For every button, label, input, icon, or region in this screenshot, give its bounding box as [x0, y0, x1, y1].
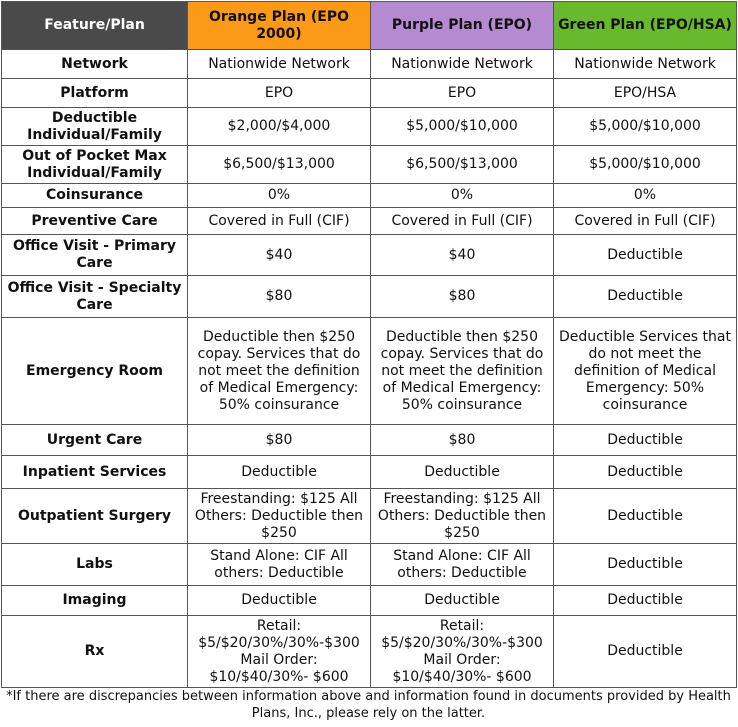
row-label: Imaging: [2, 586, 188, 616]
purple-value: Stand Alone: CIF All others: Deductible: [371, 544, 554, 586]
table-row: [2, 276, 737, 318]
table-row: [2, 184, 737, 208]
row-label: Network: [2, 50, 188, 79]
orange-value: Deductible: [188, 586, 371, 616]
green-value: Nationwide Network: [554, 50, 737, 79]
orange-value: $6,500/$13,000: [188, 146, 371, 184]
table-row: [2, 146, 737, 184]
purple-value: Deductible: [371, 456, 554, 489]
purple-value: 0%: [371, 184, 554, 208]
green-value: Deductible Services that do not meet the definition of Medical Emergency: 50% coinsurance: [554, 318, 737, 425]
orange-value: Deductible: [188, 456, 371, 489]
table-row: [2, 456, 737, 489]
header-row: [2, 2, 737, 50]
orange-value: $2,000/$4,000: [188, 108, 371, 146]
orange-value: $40: [188, 235, 371, 276]
purple-value: $40: [371, 235, 554, 276]
green-value: Deductible: [554, 276, 737, 318]
header-purple-plan: Purple Plan (EPO): [371, 2, 554, 50]
purple-value: Freestanding: $125 All Others: Deductible then $250: [371, 489, 554, 544]
green-value: $5,000/$10,000: [554, 108, 737, 146]
table-row: [2, 425, 737, 456]
purple-value: Deductible: [371, 586, 554, 616]
green-value: Deductible: [554, 235, 737, 276]
row-label: Coinsurance: [2, 184, 188, 208]
header-feature-plan: Feature/Plan: [2, 2, 188, 50]
table-row: [2, 50, 737, 79]
row-label: Out of Pocket Max Individual/Family: [2, 146, 188, 184]
row-label: Urgent Care: [2, 425, 188, 456]
purple-value: $80: [371, 276, 554, 318]
table-row: [2, 489, 737, 544]
green-value: Deductible: [554, 544, 737, 586]
row-label: Preventive Care: [2, 208, 188, 235]
header-green-plan: Green Plan (EPO/HSA): [554, 2, 737, 50]
purple-value: $80: [371, 425, 554, 456]
table-row: [2, 208, 737, 235]
orange-value: 0%: [188, 184, 371, 208]
table-row: [2, 318, 737, 425]
orange-value: Retail: $5/$20/30%/30%-$300 Mail Order: $10/$40/30%- $600: [188, 616, 371, 688]
row-label: Labs: [2, 544, 188, 586]
row-label: Platform: [2, 79, 188, 108]
plan-comparison-table: [1, 1, 737, 688]
row-label: Outpatient Surgery: [2, 489, 188, 544]
green-value: Deductible: [554, 616, 737, 688]
green-value: Deductible: [554, 456, 737, 489]
footnote: *If there are discrepancies between information above and information found in documents provided by Health Plans, Inc., please rely on the latter.: [6, 689, 731, 721]
orange-value: $80: [188, 276, 371, 318]
purple-value: $6,500/$13,000: [371, 146, 554, 184]
row-label: Office Visit - Primary Care: [2, 235, 188, 276]
orange-value: Nationwide Network: [188, 50, 371, 79]
orange-value: Freestanding: $125 All Others: Deductible then $250: [188, 489, 371, 544]
table-row: [2, 544, 737, 586]
orange-value: EPO: [188, 79, 371, 108]
table-row: [2, 235, 737, 276]
purple-value: Retail: $5/$20/30%/30%-$300 Mail Order: $10/$40/30%- $600: [371, 616, 554, 688]
table-row: [2, 586, 737, 616]
table-row: [2, 79, 737, 108]
table-row: [2, 108, 737, 146]
row-label: Office Visit - Specialty Care: [2, 276, 188, 318]
green-value: Deductible: [554, 425, 737, 456]
orange-value: Covered in Full (CIF): [188, 208, 371, 235]
row-label: Rx: [2, 616, 188, 688]
purple-value: Nationwide Network: [371, 50, 554, 79]
orange-value: $80: [188, 425, 371, 456]
purple-value: Covered in Full (CIF): [371, 208, 554, 235]
purple-value: EPO: [371, 79, 554, 108]
purple-value: $5,000/$10,000: [371, 108, 554, 146]
orange-value: Stand Alone: CIF All others: Deductible: [188, 544, 371, 586]
green-value: Deductible: [554, 489, 737, 544]
green-value: 0%: [554, 184, 737, 208]
header-orange-plan: Orange Plan (EPO 2000): [188, 2, 371, 50]
green-value: $5,000/$10,000: [554, 146, 737, 184]
purple-value: Deductible then $250 copay. Services that do not meet the definition of Medical Emergency: 50% coinsurance: [371, 318, 554, 425]
green-value: Covered in Full (CIF): [554, 208, 737, 235]
green-value: Deductible: [554, 586, 737, 616]
row-label: Emergency Room: [2, 318, 188, 425]
table-row: [2, 616, 737, 688]
green-value: EPO/HSA: [554, 79, 737, 108]
row-label: Deductible Individual/Family: [2, 108, 188, 146]
row-label: Inpatient Services: [2, 456, 188, 489]
orange-value: Deductible then $250 copay. Services that do not meet the definition of Medical Emergency: 50% coinsurance: [188, 318, 371, 425]
